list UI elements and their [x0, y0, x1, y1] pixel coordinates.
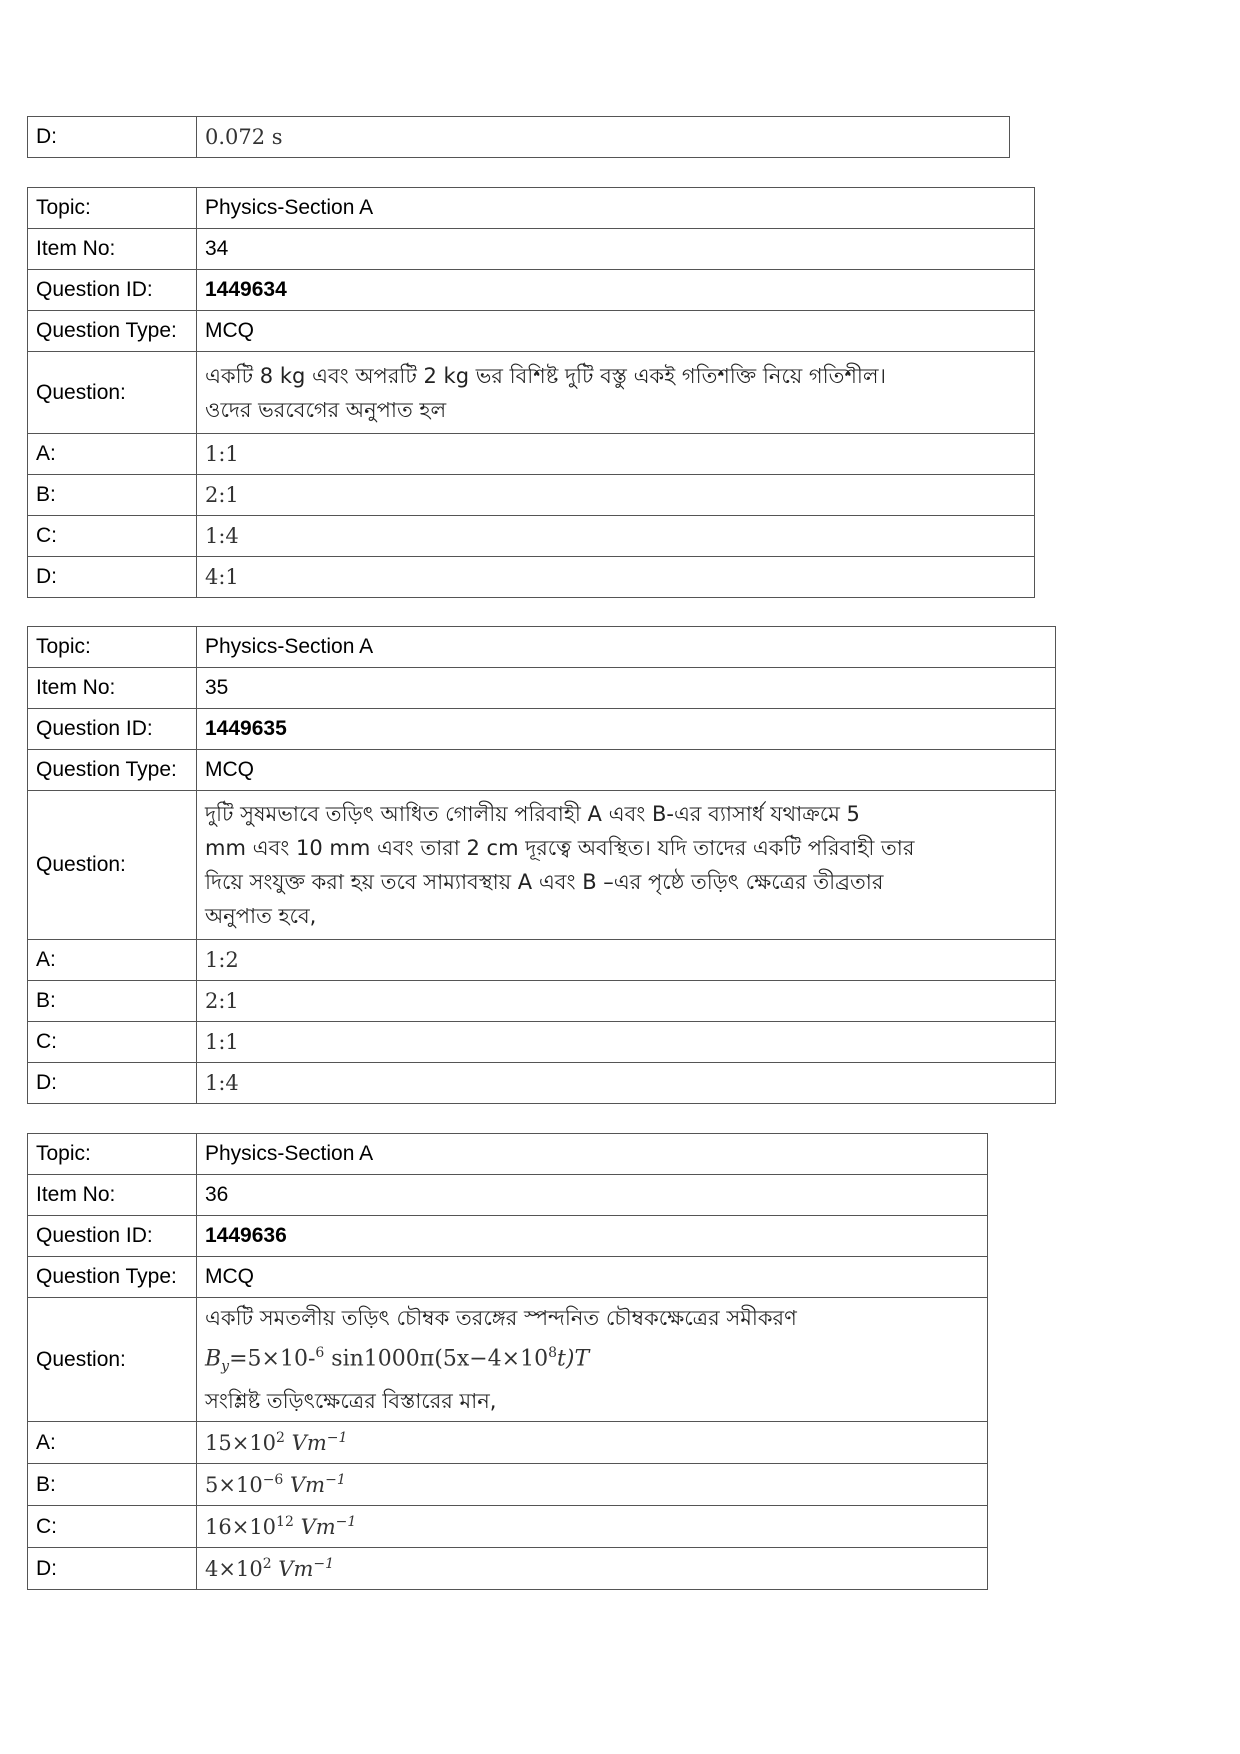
option-b-value: 2:1	[197, 475, 1035, 516]
item-no-value: 34	[197, 229, 1035, 270]
question-equation: $B_y=5\times 10-^6$ $\sin 1000\pi(5x-4\times 10^8t)T$	[205, 1344, 590, 1375]
question-type-label: Question Type:	[28, 750, 197, 791]
item-no-label: Item No:	[28, 229, 197, 270]
question-line: দিয়ে সংযুক্ত করা হয় তবে সাম্যাবস্থায় A এবং B –এর পৃষ্ঠে তড়িৎ ক্ষেত্রের তীব্রতার	[205, 870, 884, 894]
option-b-value: 2:1	[197, 981, 1056, 1022]
question-line: দুটি সুষমভাবে তড়িৎ আধিত গোলীয় পরিবাহী A এবং B-এর ব্যাসার্ধ যথাক্রমে 5	[205, 802, 860, 826]
question-table-35	[27, 626, 1056, 1104]
option-d-value: 4:1	[197, 557, 1035, 598]
topic-label: Topic:	[28, 627, 197, 668]
option-a-value: 1:1	[197, 434, 1035, 475]
question-line: mm এবং 10 mm এবং তারা 2 cm দূরত্বে অবস্থিত। যদি তাদের একটি পরিবাহী তার	[205, 836, 915, 860]
option-d-label: D:	[28, 117, 197, 158]
question-id-label: Question ID:	[28, 1216, 197, 1257]
question-line: সংশ্লিষ্ট তড়িৎক্ষেত্রের বিস্তারের মান,	[205, 1389, 497, 1414]
topic-value: Physics-Section A	[197, 627, 1056, 668]
option-a-label: A:	[28, 940, 197, 981]
question-table-36	[27, 1133, 988, 1590]
option-d-value: $4\times 10^2$ $Vm^{-1}$	[197, 1548, 988, 1590]
option-d-label: D:	[28, 557, 197, 598]
question-id-value: 1449635	[197, 709, 1056, 750]
option-a-value: $15\times 10^2$ $Vm^{-1}$	[197, 1422, 988, 1464]
option-d-label: D:	[28, 1063, 197, 1104]
question-text	[197, 1298, 988, 1422]
question-label: Question:	[28, 791, 197, 940]
question-line: একটি 8 kg এবং অপরটি 2 kg ভর বিশিষ্ট দুটি বস্তু একই গতিশক্তি নিয়ে গতিশীল।	[205, 363, 887, 388]
question-table-34	[27, 187, 1035, 598]
option-b-value: $5\times 10^{-6}$ $Vm^{-1}$	[197, 1464, 988, 1506]
option-c-label: C:	[28, 1022, 197, 1063]
option-c-label: C:	[28, 516, 197, 557]
item-no-value: 36	[197, 1175, 988, 1216]
option-c-value: 1:4	[197, 516, 1035, 557]
option-c-value: $16\times 10^{12}$ $Vm^{-1}$	[197, 1506, 988, 1548]
item-no-label: Item No:	[28, 668, 197, 709]
question-label: Question:	[28, 352, 197, 434]
prev-question-fragment	[27, 116, 1010, 158]
question-line: একটি সমতলীয় তড়িৎ চৌম্বক তরঙ্গের স্পন্দনিত চৌম্বকক্ষেত্রের সমীকরণ	[205, 1305, 797, 1330]
topic-value: Physics-Section A	[197, 1134, 988, 1175]
option-a-label: A:	[28, 434, 197, 475]
question-type-value: MCQ	[197, 750, 1056, 791]
question-id-value: 1449636	[197, 1216, 988, 1257]
question-type-label: Question Type:	[28, 1257, 197, 1298]
option-b-label: B:	[28, 981, 197, 1022]
question-line: ওদের ভরবেগের অনুপাত হল	[205, 397, 447, 422]
item-no-value: 35	[197, 668, 1056, 709]
option-a-label: A:	[28, 1422, 197, 1464]
item-no-label: Item No:	[28, 1175, 197, 1216]
option-d-value: 0.072 s	[197, 117, 1010, 158]
question-label: Question:	[28, 1298, 197, 1422]
question-text	[197, 352, 1035, 434]
question-type-label: Question Type:	[28, 311, 197, 352]
question-text	[197, 791, 1056, 940]
question-type-value: MCQ	[197, 311, 1035, 352]
topic-label: Topic:	[28, 188, 197, 229]
option-c-label: C:	[28, 1506, 197, 1548]
option-d-value: 1:4	[197, 1063, 1056, 1104]
option-a-value: 1:2	[197, 940, 1056, 981]
question-id-value: 1449634	[197, 270, 1035, 311]
topic-value: Physics-Section A	[197, 188, 1035, 229]
question-line: অনুপাত হবে,	[205, 904, 317, 928]
option-b-label: B:	[28, 475, 197, 516]
question-id-label: Question ID:	[28, 709, 197, 750]
topic-label: Topic:	[28, 1134, 197, 1175]
question-type-value: MCQ	[197, 1257, 988, 1298]
option-c-value: 1:1	[197, 1022, 1056, 1063]
question-id-label: Question ID:	[28, 270, 197, 311]
option-b-label: B:	[28, 1464, 197, 1506]
option-d-label: D:	[28, 1548, 197, 1590]
